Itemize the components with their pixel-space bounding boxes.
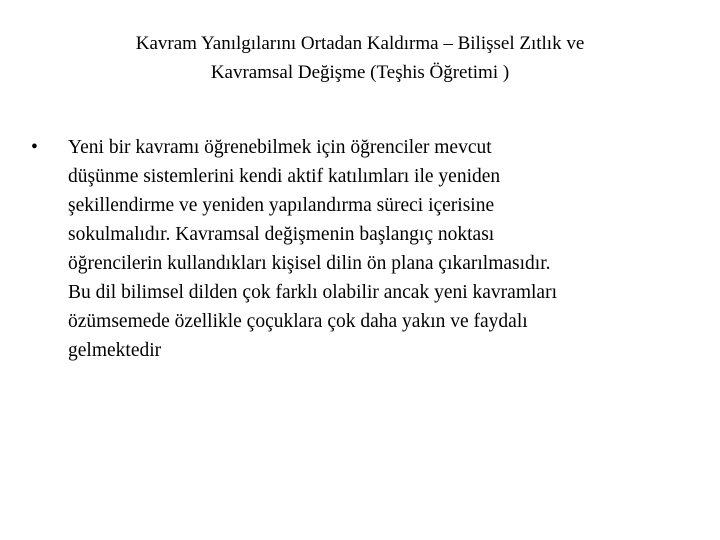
bullet-line-6: Bu dil bilimsel dilden çok farklı olabilir ancak yeni kavramları <box>68 282 557 303</box>
bullet-line-4: sokulmalıdır. Kavramsal değişmenin başlangıç noktası <box>68 224 495 245</box>
bullet-item <box>0 133 720 365</box>
slide-title-line-2: Kavramsal Değişme (Teşhis Öğretimi ) <box>210 62 510 83</box>
bullet-line-7: özümsemede özellikle çoçuklara çok daha yakın ve faydalı <box>68 311 528 332</box>
bullet-line-5: öğrencilerin kullandıkları kişisel dilin ön plana çıkarılmasıdır. <box>68 253 551 274</box>
bullet-line-3: şekillendirme ve yeniden yapılandırma süreci içerisine <box>68 195 495 216</box>
slide-content <box>0 133 720 365</box>
bullet-marker: • <box>31 137 38 158</box>
slide-title <box>40 29 680 87</box>
slide-title-line-1: Kavram Yanılgılarını Ortadan Kaldırma – Bilişsel Zıtlık ve <box>135 33 585 54</box>
bullet-line-8: gelmektedir <box>68 340 162 361</box>
bullet-line-2: düşünme sistemlerini kendi aktif katılımları ile yeniden <box>68 166 501 187</box>
bullet-line-1: Yeni bir kavramı öğrenebilmek için öğrenciler mevcut <box>68 137 492 158</box>
